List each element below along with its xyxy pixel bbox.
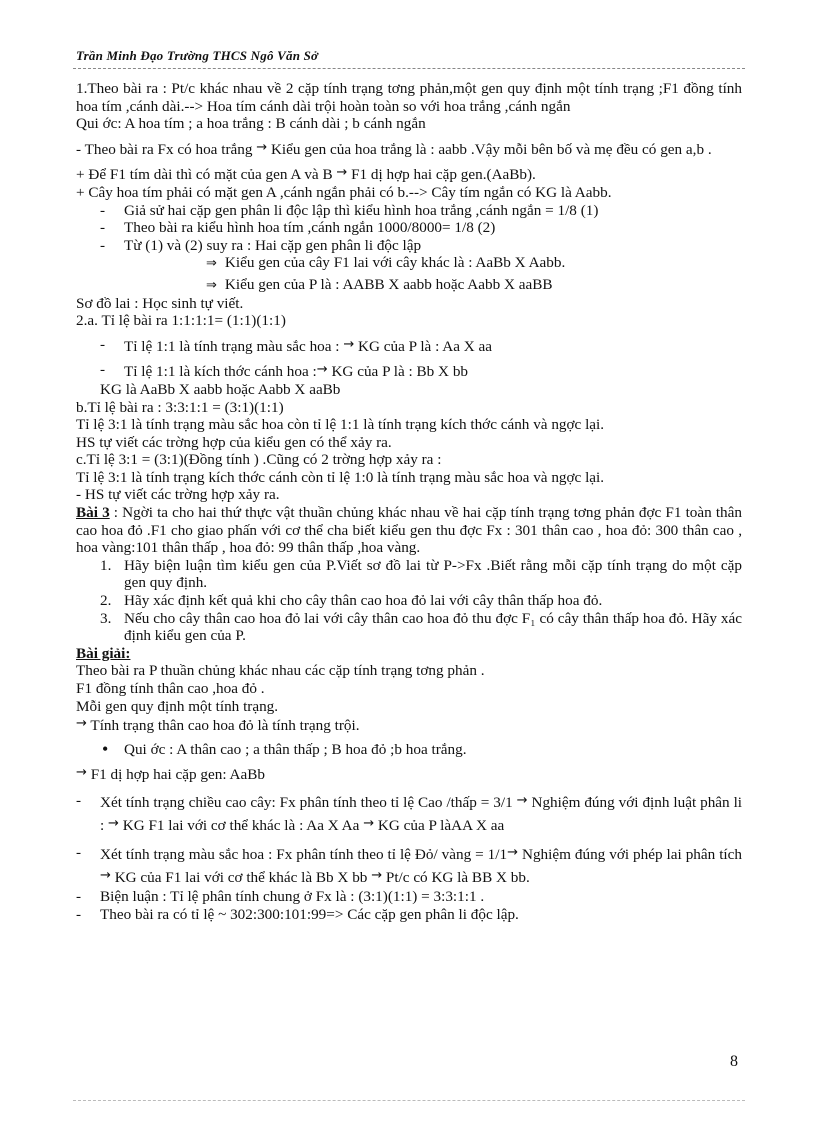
implies-arrow-icon: ⇒	[206, 256, 217, 272]
paragraph: 1.Theo bài ra : Pt/c khác nhau về 2 cặp tính trạng tơng phản,một gen quy định một tính trạng ;F1 đồng tính hoa tím ,cánh dài.--> Hoa tím cánh dài trội hoàn toàn so với hoa trắng ,cánh ngắn	[76, 80, 742, 115]
arrow-right-icon: →	[256, 139, 268, 155]
arrow-right-icon: →	[343, 336, 355, 352]
paragraph: c.Tỉ lệ 3:1 = (3:1)(Đồng tính ) .Cũng có 2 trờng hợp xảy ra :	[76, 451, 442, 469]
paragraph: Bài 3 : Ngời ta cho hai thứ thực vật thuần chủng khác nhau về hai cặp tính trạng tơng phản đợc F1 toàn thân cao hoa đỏ .F1 cho giao phấn với cơ thể cha biết kiểu gen thu đợc Fx : 301 thân cao , hoa đỏ: 300 thân cao , hoa vàng:101 thân thấp , hoa đỏ: 99 thân thấp ,hoa vàng.	[76, 504, 742, 557]
list-item: - Tỉ lệ 1:1 là kích thớc cánh hoa :→ KG của P là : Bb X bb	[76, 361, 742, 381]
list-item: - Xét tính trạng chiều cao cây: Fx phân tính theo tỉ lệ Cao /thấp = 3/1 → Nghiệm đúng với định luật phân li : → KG F1 lai với cơ thể khác là : Aa X Aa → KG của P làAA X aa	[76, 790, 742, 836]
list-item: - Từ (1) và (2) suy ra : Hai cặp gen phân li độc lập	[76, 237, 742, 255]
paragraph: Sơ đồ lai : Học sinh tự viết.	[76, 294, 244, 312]
paragraph: HS tự viết các trờng hợp của kiểu gen có thể xảy ra.	[76, 433, 392, 451]
implies-arrow-icon: ⇒	[206, 277, 217, 293]
paragraph: b.Tỉ lệ bài ra : 3:3:1:1 = (3:1)(1:1)	[76, 398, 284, 416]
page-number: 8	[730, 1053, 738, 1070]
list-item: - Giả sử hai cặp gen phân li độc lập thì kiểu hình hoa trắng ,cánh ngắn = 1/8 (1)	[76, 202, 742, 220]
list-item: 2. Hãy xác định kết quả khi cho cây thân cao hoa đỏ lai với cây thân thấp hoa đỏ.	[100, 592, 603, 610]
paragraph: 2.a. Tỉ lệ bài ra 1:1:1:1= (1:1)(1:1)	[76, 312, 286, 330]
list-item: - Theo bài ra có tỉ lệ ~ 302:300:101:99=> Các cặp gen phân li độc lập.	[76, 906, 742, 924]
paragraph: Tỉ lệ 3:1 là tính trạng màu sắc hoa còn tỉ lệ 1:1 là tính trạng kích thớc cánh và ngợc lại.	[76, 416, 605, 434]
arrow-right-icon: →	[507, 844, 518, 860]
paragraph: Tỉ lệ 3:1 là tính trạng kích thớc cánh còn tỉ lệ 1:0 là tính trạng màu sắc hoa và ngợc lại.	[76, 468, 605, 486]
page-header: Trần Minh Đạo Trường THCS Ngô Văn Sở	[76, 48, 319, 63]
list-item: 1. Hãy biện luận tìm kiểu gen của P.Viết sơ đồ lai từ P->Fx .Biết rằng mỗi cặp tính trạng do một cặp gen quy định.	[100, 556, 742, 592]
list-item: ⇒ Kiểu gen của P là : AABB X aabb hoặc Aabb X aaBB	[206, 275, 553, 293]
arrow-right-icon: →	[108, 815, 119, 831]
paragraph: → Tính trạng thân cao hoa đỏ là tính trạng trội.	[76, 716, 360, 735]
section-label: Bài giải:	[76, 644, 131, 662]
list-item: - Theo bài ra kiểu hình hoa tím ,cánh ngắn 1000/8000= 1/8 (2)	[76, 219, 742, 237]
paragraph: Theo bài ra P thuần chủng khác nhau các cặp tính trạng tơng phản .	[76, 662, 485, 680]
arrow-right-icon: →	[363, 815, 375, 831]
paragraph: F1 đồng tính thân cao ,hoa đỏ .	[76, 680, 265, 697]
arrow-right-icon: →	[371, 867, 383, 883]
list-item: 3. Nếu cho cây thân cao hoa đỏ lai với cây thân cao hoa đỏ thu đợc F₁ có cây thân thấp hoa đỏ. Hãy xác định kiểu gen của P.	[100, 609, 742, 645]
list-item: • Qui ớc : A thân cao ; a thân thấp ; B hoa đỏ ;b hoa trắng.	[76, 741, 742, 759]
document-body	[76, 80, 742, 923]
paragraph: + Cây hoa tím phải có mặt gen A ,cánh ngắn phải có b.--> Cây tím ngắn có KG là Aabb.	[76, 183, 612, 201]
paragraph: - HS tự viết các trờng hợp xảy ra.	[76, 486, 280, 504]
paragraph: Mỗi gen quy định một tính trạng.	[76, 697, 279, 715]
arrow-right-icon: →	[76, 765, 87, 781]
list-item: ⇒ Kiểu gen của cây F1 lai với cây khác là : AaBb X Aabb.	[206, 254, 566, 272]
list-item: - Xét tính trạng màu sắc hoa : Fx phân tính theo tỉ lệ Đỏ/ vàng = 1/1→ Nghiệm đúng với phép lai phân tích → KG của F1 lai với cơ thể khác là Bb X bb → Pt/c có KG là BB X bb.	[76, 842, 742, 888]
paragraph: Qui ớc: A hoa tím ; a hoa trắng : B cánh dài ; b cánh ngắn	[76, 115, 426, 133]
section-label: Bài 3	[76, 504, 110, 522]
arrow-right-icon: →	[336, 165, 348, 181]
paragraph: + Để F1 tím dài thì có mặt của gen A và B → F1 dị hợp hai cặp gen.(AaBb).	[76, 165, 536, 184]
paragraph: KG là AaBb X aabb hoặc Aabb X aaBb	[100, 380, 341, 398]
footer-divider	[73, 1100, 745, 1101]
list-item: - Tỉ lệ 1:1 là tính trạng màu sắc hoa : → KG của P là : Aa X aa	[76, 336, 742, 356]
arrow-right-icon: →	[76, 716, 87, 732]
paragraph: → F1 dị hợp hai cặp gen: AaBb	[76, 765, 265, 784]
arrow-right-icon: →	[516, 792, 528, 808]
arrow-right-icon: →	[316, 362, 328, 378]
header-divider	[73, 68, 745, 69]
list-item: - Biện luận : Tỉ lệ phân tính chung ở Fx là : (3:1)(1:1) = 3:3:1:1 .	[76, 888, 742, 906]
arrow-right-icon: →	[100, 867, 111, 883]
paragraph: - Theo bài ra Fx có hoa trắng → Kiểu gen của hoa trắng là : aabb .Vậy mỗi bên bố và mẹ đều có gen a,b .	[76, 139, 712, 158]
